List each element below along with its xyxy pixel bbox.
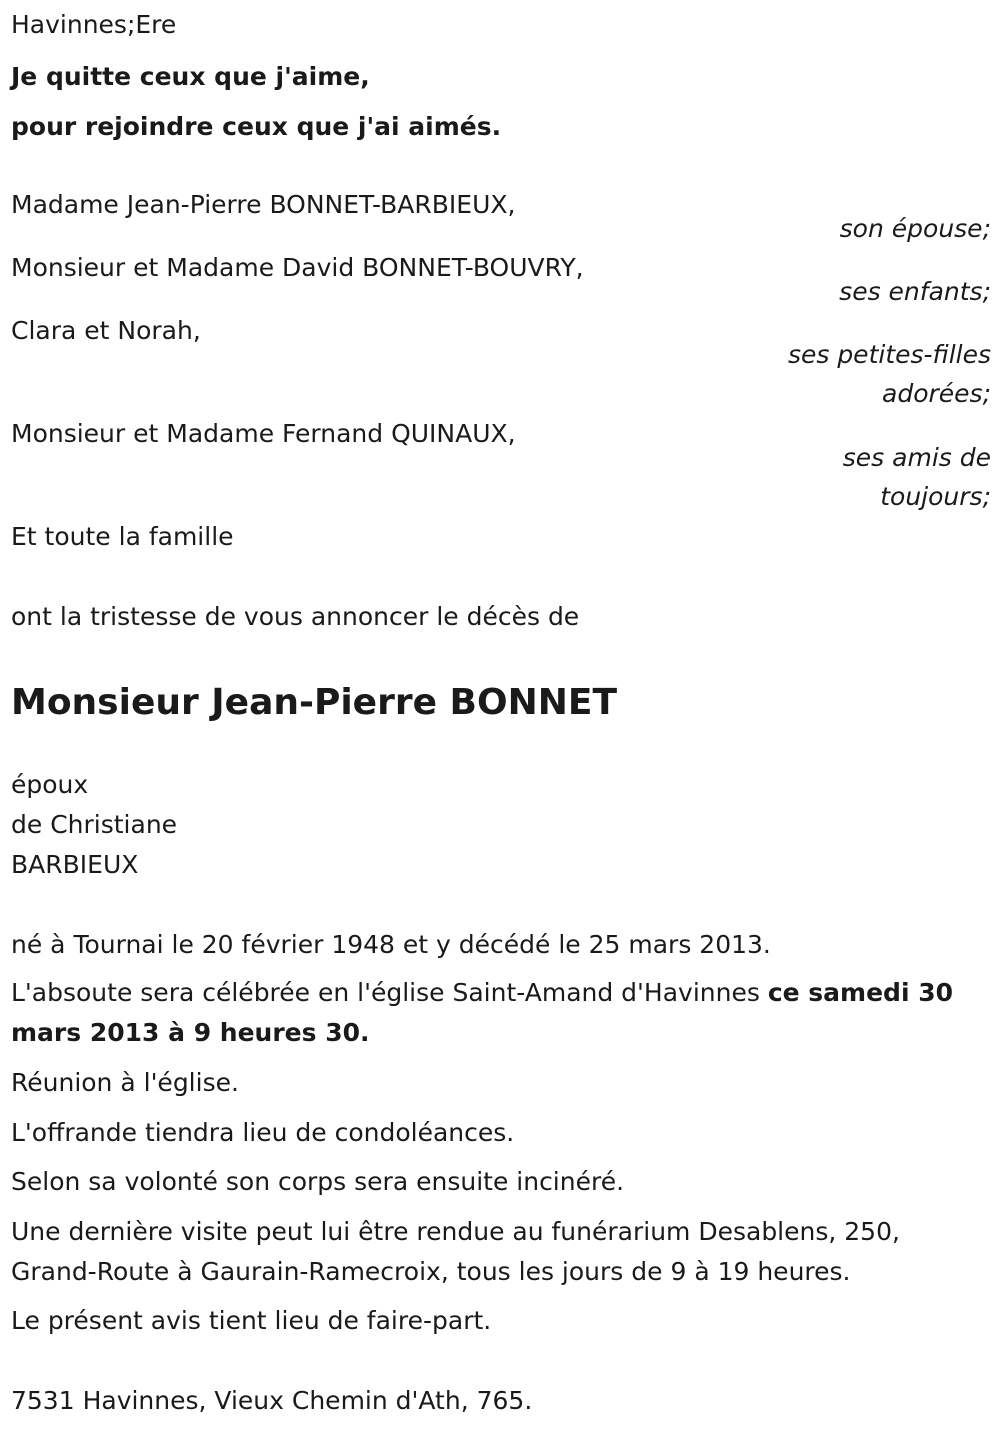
spouse-line-2: de Christiane (11, 810, 178, 839)
family-member-role: son épouse; (839, 214, 991, 243)
announcement-text: ont la tristesse de vous annoncer le décès de (11, 602, 580, 631)
spouse-line-1: époux (11, 770, 89, 799)
verse-line-1: Je quitte ceux que j'aime, (11, 62, 370, 91)
address-text: 7531 Havinnes, Vieux Chemin d'Ath, 765. (11, 1386, 533, 1415)
family-member-role: toujours; (880, 482, 991, 511)
offrande-text: L'offrande tiendra lieu de condoléances. (11, 1118, 515, 1147)
family-member-name: Et toute la famille (11, 522, 234, 551)
absoute-date: ce samedi 30 mars 2013 à 9 heures 30. (11, 978, 954, 1047)
deceased-name: Monsieur Jean-Pierre BONNET (11, 682, 618, 723)
family-member-role: ses amis de (842, 443, 991, 472)
spouse-line-3: BARBIEUX (11, 850, 139, 879)
avis-text: Le présent avis tient lieu de faire-part. (11, 1306, 492, 1335)
family-member-name: Monsieur et Madame David BONNET-BOUVRY, (11, 253, 584, 282)
family-member-name: Clara et Norah, (11, 316, 201, 345)
family-member-role: adorées; (882, 379, 991, 408)
visite-text: Une dernière visite peut lui être rendue au funérarium Desablens, 250, Grand-Route à Gaurain-Ramecroix, tous les jours de 9 à 19 heures. (11, 1217, 900, 1286)
birth-death-text: né à Tournai le 20 février 1948 et y décédé le 25 mars 2013. (11, 930, 771, 959)
volonte-text: Selon sa volonté son corps sera ensuite incinéré. (11, 1167, 625, 1196)
verse-line-2: pour rejoindre ceux que j'ai aimés. (11, 112, 502, 141)
absoute-paragraph (11, 973, 991, 1053)
family-member-name: Monsieur et Madame Fernand QUINAUX, (11, 419, 516, 448)
place-header: Havinnes;Ere (11, 10, 177, 39)
family-member-role: ses enfants; (839, 277, 991, 306)
family-member-name: Madame Jean-Pierre BONNET-BARBIEUX, (11, 190, 516, 219)
absoute-text: L'absoute sera célébrée en l'église Saint-Amand d'Havinnes (11, 978, 768, 1007)
family-member-role: ses petites-filles (787, 340, 991, 369)
reunion-text: Réunion à l'église. (11, 1068, 239, 1097)
